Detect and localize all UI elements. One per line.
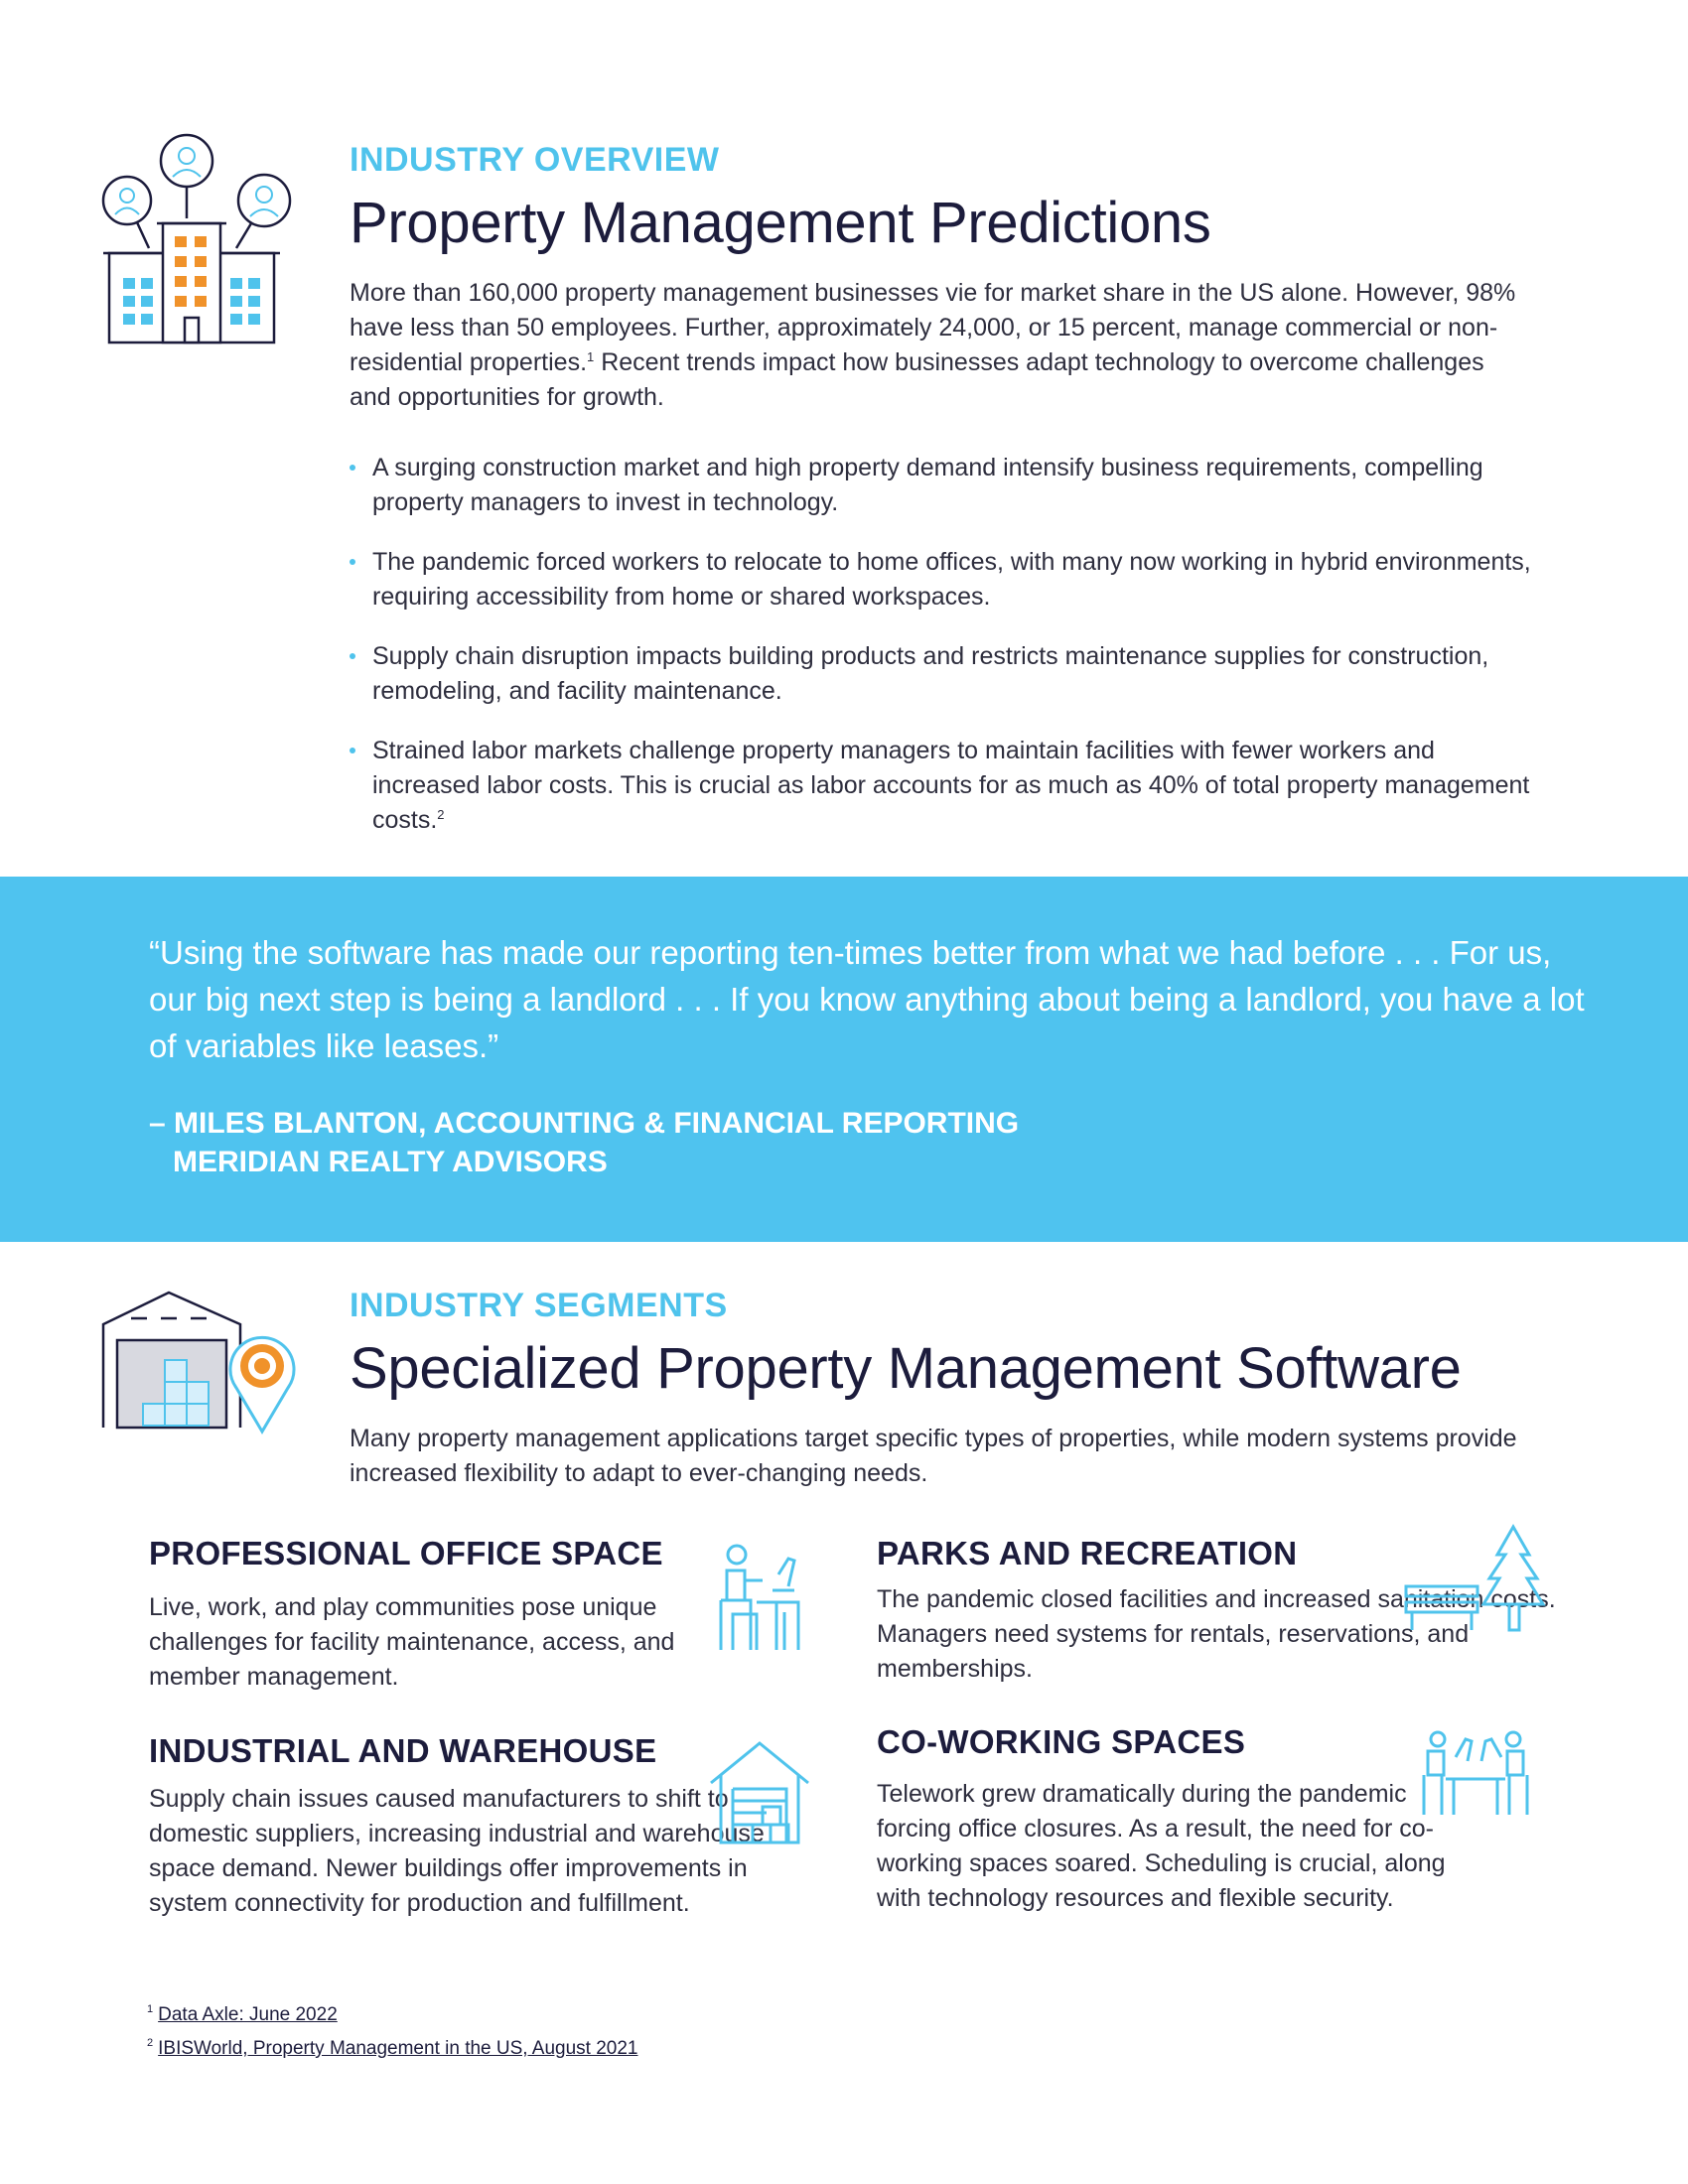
overview-title: Property Management Predictions (350, 191, 1211, 255)
industrial-segment-title: INDUSTRIAL AND WAREHOUSE (149, 1732, 657, 1769)
parks-segment-title: PARKS AND RECREATION (877, 1535, 1298, 1571)
warehouse-location-icon (99, 1289, 298, 1437)
desk-worker-icon (717, 1541, 802, 1652)
office-segment-body: Live, work, and play communities pose unique challenges for facility maintenance, access, and member management. (149, 1593, 675, 1691)
office-segment-title: PROFESSIONAL OFFICE SPACE (149, 1535, 663, 1571)
footnotes (147, 1995, 637, 2063)
segments-eyebrow: INDUSTRY SEGMENTS (350, 1287, 728, 1324)
bullet-item (350, 451, 1531, 520)
parks-segment-body: The pandemic closed facilities and increased sanitation costs. Managers need systems for rentals, reservations, and memberships. (877, 1585, 1556, 1683)
testimonial-attribution (149, 1104, 1019, 1181)
bullet-text: Strained labor markets challenge property managers to maintain facilities with fewer workers and increased labor costs. This is crucial as labor accounts for as much as 40% of total property management costs. (372, 737, 1530, 834)
attribution-name: – MILES BLANTON, ACCOUNTING & FINANCIAL REPORTING (149, 1107, 1020, 1140)
footnote-link-ibisworld[interactable]: IBISWorld, Property Management in the US, August 2021 (158, 2038, 638, 2059)
attribution-company: MERIDIAN REALTY ADVISORS (173, 1146, 608, 1178)
warehouse-icon (707, 1739, 812, 1848)
bullet-text: Supply chain disruption impacts building products and restricts maintenance supplies for construction, remodeling, and facility maintenance. (372, 642, 1489, 705)
footnote-number: 1 (147, 2003, 154, 2015)
bullet-dot (350, 559, 355, 565)
bullet-item (350, 734, 1531, 838)
testimonial-quote: “Using the software has made our reporting ten-times better from what we had before . . . For us, our big next step is being a landlord . . . If you know anything about being a landlord, you have a lot of variables like leases.” (149, 934, 1585, 1064)
industrial-segment-text: Supply chain issues caused manufacturers to shift to domestic suppliers, increasing industrial and warehouse space demand. Newer buildings offer improvements in system connectivity for production and fulfillment. (149, 1785, 765, 1917)
segments-title: Specialized Property Management Software (350, 1336, 1462, 1401)
building-people-icon (97, 129, 296, 347)
overview-intro-part2: Recent trends impact how businesses adapt technology to overcome challenges and opportunities for growth. (350, 348, 1484, 411)
coworking-desk-icon (1420, 1729, 1531, 1817)
footnote-1 (147, 1995, 637, 2029)
footnote-link-data-axle[interactable]: Data Axle: June 2022 (158, 2004, 338, 2025)
testimonial-band (0, 877, 1688, 1242)
industrial-segment-body (149, 1782, 784, 1921)
footnote-ref-1: 1 (587, 349, 595, 364)
bullet-dot (350, 653, 355, 659)
bullet-dot (350, 465, 355, 471)
bullet-dot (350, 748, 355, 753)
segments-intro: Many property management applications target specific types of properties, while modern systems provide increased flexibility to adapt to ever-changing needs. (350, 1425, 1517, 1487)
bench-tree-icon (1402, 1523, 1557, 1634)
overview-intro (350, 276, 1531, 415)
bullet-item (350, 545, 1531, 614)
coworking-segment-title: CO-WORKING SPACES (877, 1723, 1246, 1760)
overview-bullet-list (350, 451, 1531, 838)
coworking-segment-body: Telework grew dramatically during the pandemic forcing office closures. As a result, the need for co-working spaces soared. Scheduling is crucial, along with technology resources and flexible security. (877, 1780, 1446, 1912)
footnote-number: 2 (147, 2037, 154, 2049)
footnote-2 (147, 2029, 637, 2063)
overview-eyebrow: INDUSTRY OVERVIEW (350, 141, 720, 179)
overview-intro-part1: More than 160,000 property management businesses vie for market share in the US alone. However, 98% have less than 50 employees. Further, approximately 24,000, or 15 percent, manage commercial or non-residential properties. (350, 279, 1516, 376)
bullet-text: A surging construction market and high property demand intensify business requirements, compelling property managers to invest in technology. (372, 454, 1483, 516)
footnote-ref-2: 2 (437, 807, 445, 822)
bullet-item (350, 639, 1531, 709)
bullet-text: The pandemic forced workers to relocate to home offices, with many now working in hybrid environments, requiring accessibility from home or shared workspaces. (372, 548, 1531, 611)
